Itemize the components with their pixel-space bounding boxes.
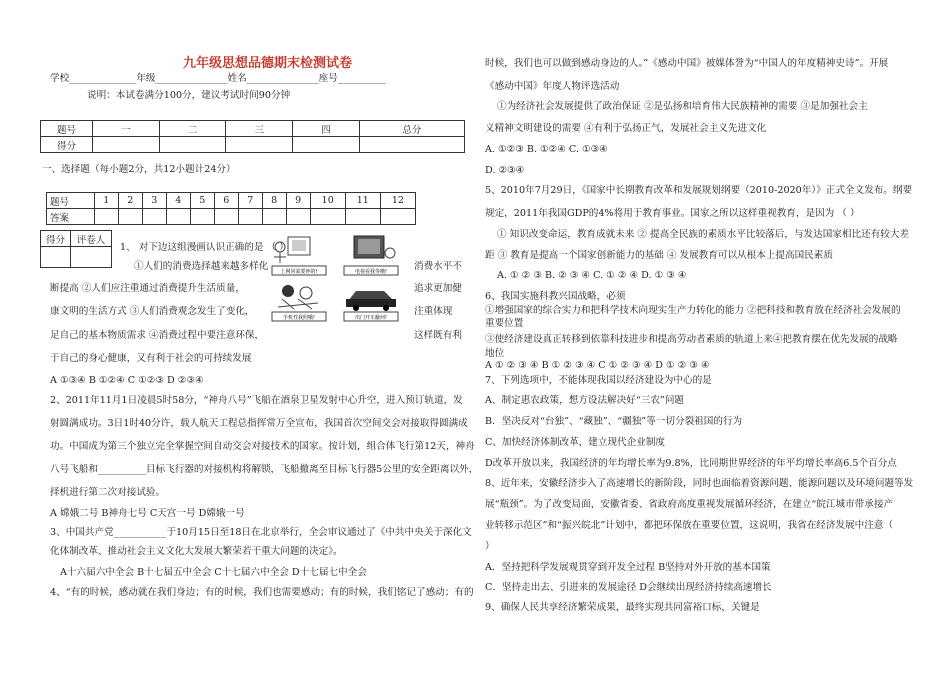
cartoon-panel-2 — [340, 233, 402, 277]
answer-number: 7 — [238, 193, 262, 209]
score-table-header-row — [41, 121, 465, 137]
answer-number: 11 — [345, 193, 380, 209]
grader-name-label: 评卷人 — [71, 231, 112, 247]
q2-stem: 射圆满成功。3日1时40分许，载人航天工程总指挥常万全宣布，我国首次空间交会对接取得圆满成 — [50, 418, 468, 429]
q6-statement: 地位 — [485, 348, 505, 359]
q2-stem: 择机进行第二次对接试验。 — [50, 487, 166, 498]
cartoon-caption: 出门开车蔽何! — [354, 315, 388, 321]
q1-statement: 消费水平不 — [414, 261, 462, 272]
answer-table — [46, 192, 416, 225]
grader-row — [41, 247, 112, 268]
q1-statement: 断提高 ②人们应注重通过消费提升生活质量， — [50, 283, 245, 294]
q3-stem: 3、中国共产党___________于10月15日至18日在北京举行，全会审议通过了《中共中央关于深化文 — [50, 527, 472, 538]
student-info-line: 学校______________年级_______________姓名_______________座号__________ — [50, 73, 386, 84]
answer-number: 9 — [286, 193, 310, 209]
answer-cell[interactable] — [262, 209, 286, 225]
section-title: 一、选择题（每小题2分，共12小题计24分） — [42, 164, 236, 175]
q4-statement: 义精神文明建设的需要 ④有利于弘扬正气，发展社会主义先进文化 — [485, 123, 767, 134]
q7-option: C、加快经济体制改革，建立现代企业制度 — [485, 437, 666, 448]
q8-options: C．坚持走出去、引进来的发展途径 D会继续出现经济持续高速增长 — [485, 582, 772, 593]
cartoon-drawing-icon — [268, 279, 330, 323]
q5-stem: 5、2010年7月29日，《国家中长期教育改革和发展规划纲要（2010-2020年）》正式全文发布。纲要 — [485, 185, 913, 196]
q1-options: A ①③④ B ①②④ C ①②③ D ②③④ — [50, 375, 204, 386]
answer-cell[interactable] — [310, 209, 345, 225]
score-cell[interactable] — [93, 137, 160, 153]
q7-stem: 7、下列选项中，不能体现我国以经济建设为中心的是 — [485, 375, 712, 386]
q1-statement: 追求更加健 — [414, 283, 462, 294]
answer-cell[interactable] — [214, 209, 238, 225]
answer-number: 10 — [310, 193, 345, 209]
answer-cell[interactable] — [286, 209, 310, 225]
score-header-cell: 一 — [93, 121, 160, 137]
page-title: 九年级思想品德期末检测试卷 — [183, 56, 353, 71]
answer-number: 8 — [262, 193, 286, 209]
answer-cell[interactable] — [190, 209, 214, 225]
q1-statement: 这样既有利 — [414, 330, 462, 341]
q1-statement: 于自己的身心健康，又有利于社会的可持续发展 — [50, 353, 252, 364]
q8-stem: 8、近年来，安徽经济步入了高速增长的新阶段，同时也面临着资源问题、能源问题以及环境问题等发 — [485, 478, 914, 489]
q6-options: A ① ② ③ ④ B ① ② ③ ④ C ① ② ③ ④ D ① ② ③ ④ — [485, 360, 710, 371]
q3-stem: 化体制改革、推动社会主义文化大发展大繁荣若干重大问题的决定》。 — [50, 546, 343, 557]
q2-options: A 嫦娥二号 B神舟七号 C天宫一号 D嫦娥一号 — [50, 508, 245, 519]
score-header-cell: 三 — [226, 121, 293, 137]
q7-option: A、制定惠农政策，想方设法解决好“三农”问题 — [485, 395, 685, 406]
answer-row — [47, 209, 416, 225]
q4-options: D. ②③④ — [485, 165, 525, 176]
answer-cell[interactable] — [345, 209, 380, 225]
score-cell[interactable] — [226, 137, 293, 153]
q4-statement: ①为经济社会发展提供了政治保证 ②是弘扬和培育伟大民族精神的需要 ③是加强社会主 — [497, 101, 868, 112]
cartoon-caption: 电视看我等哦! — [354, 269, 388, 275]
q4-stem: 《感动中国》年度人物评选活动 — [485, 81, 620, 92]
answer-number-label: 题号 — [47, 193, 95, 209]
grader-score-cell[interactable] — [41, 247, 71, 268]
q4-stem: 时候，我们也可以做到感动身边的人。”《感动中国》被媒体誉为“中国人的年度精神史诗”。开展 — [485, 58, 889, 69]
q5-statement: 距 ③ 教育是提高一个国家创新能力的基础 ④ 发展教育可以从根本上提高国民素质 — [485, 250, 833, 261]
cartoon-drawing-icon — [340, 233, 402, 277]
q1-stem: 1、 对下边这组漫画认识正确的是 （ ） — [120, 242, 289, 253]
q7-option: B．坚决反对“台独”、“藏独”、“疆独”等一切分裂祖国的行为 — [485, 416, 743, 427]
q7-option: D改革开放以来，我国经济的年均增长率为9.8%，比同期世界经济的年平均增长率高6.5个百分点 — [485, 458, 897, 469]
answer-number: 12 — [380, 193, 415, 209]
score-cell[interactable] — [159, 137, 226, 153]
cartoon-drawing-icon — [340, 279, 402, 323]
score-header-cell: 二 — [159, 121, 226, 137]
q6-statement: ①增强国家的综合实力和把科学技术向现实生产力转化的能力 ②把科技和教育放在经济社会发展的 — [485, 305, 901, 316]
q6-statement: ③使经济建设真正转移到依靠科技进步和提高劳动者素质的轨道上来④把教育摆在优先发展的战略 — [485, 334, 898, 345]
q2-stem: 2、2011年11月1日凌晨5时58分，“神舟八号”飞船在酒泉卫星发射中心升空，进入预订轨道，发 — [50, 395, 463, 406]
cartoon-caption: 上网同需要钟的! — [280, 269, 318, 275]
cartoon-panel-3 — [268, 279, 330, 323]
q1-statement: 康文明的生活方式 ③人们消费观念发生了变化， — [50, 306, 255, 317]
instructions: 说明：本试卷满分100分，建议考试时间90分钟 — [87, 90, 291, 101]
cartoon-caption: 手机性我照哦! — [282, 315, 316, 321]
score-table-row — [41, 137, 465, 153]
answer-cell[interactable] — [166, 209, 190, 225]
q6-stem: 6、我国实施科教兴国战略，必须 — [485, 291, 626, 302]
answer-number-row — [47, 193, 416, 209]
q9-stem: 9、确保人民共享经济繁荣成果，最终实现共同富裕口标，关键是 — [485, 602, 760, 613]
q5-stem: 规定，2011年我国GDP的4%将用于教育事业。国家之所以这样重视教育，是因为 （ ） — [485, 208, 860, 219]
score-row-label: 得分 — [41, 137, 93, 153]
q8-stem: 展“瓶颈”。为了改变局面，安徽省委、省政府高度重视发展循环经济，在建立“皖江城市带承接产 — [485, 499, 894, 510]
answer-cell[interactable] — [118, 209, 142, 225]
answer-cell[interactable] — [238, 209, 262, 225]
score-cell[interactable] — [293, 137, 360, 153]
q2-stem: 功。中国成为第三个独立完全掌握空间自动交会对接技术的国家。按计划，组合体飞行第12天，神舟 — [50, 441, 475, 452]
q8-stem: ） — [485, 541, 495, 552]
q5-statement: ① 知识改变命运，教育成就未来 ② 提高全民族的素质水平比较落后，与发达国家相比还有较大差 — [497, 229, 910, 240]
answer-cell[interactable] — [380, 209, 415, 225]
score-cell[interactable] — [359, 137, 464, 153]
q8-stem: 业转移示范区”和“振兴皖北”计划中，都把环保放在重要位置，这说明，我省在经济发展中注意（ — [485, 520, 894, 531]
grader-box — [40, 230, 112, 268]
answer-number: 4 — [166, 193, 190, 209]
answer-number: 6 — [214, 193, 238, 209]
answer-cell[interactable] — [94, 209, 118, 225]
answer-cell[interactable] — [142, 209, 166, 225]
q2-stem: 八号飞船和__________目标飞行器的对接机构将解锁，飞船撤离至目标飞行器5公里的安全距离以外， — [50, 464, 479, 475]
answer-number: 2 — [118, 193, 142, 209]
q1-statement: 注重体现 — [414, 306, 453, 317]
q1-statement: 足自己的基本物质需求 ④消费过程中要注意环保， — [50, 330, 265, 341]
score-header-cell: 总分 — [359, 121, 464, 137]
cartoon-drawing-icon — [268, 233, 330, 277]
grader-header-row — [41, 231, 112, 247]
grader-score-label: 得分 — [41, 231, 71, 247]
q4-stem: 4、“有的时候，感动就在我们身边；有的时候，我们也需要感动；有的时候，我们铭记了感动；有的 — [50, 587, 474, 598]
grader-name-cell[interactable] — [71, 247, 112, 268]
answer-number: 1 — [94, 193, 118, 209]
q5-options: A. ① ② ③ B. ② ③ ④ C. ① ② ④ D. ① ③ ④ — [497, 270, 687, 281]
q6-statement: 重要位置 — [485, 318, 524, 329]
q1-statement: ①人们的消费选择越来越多样化 — [134, 261, 269, 272]
score-table — [40, 120, 465, 153]
cartoon-panel-1 — [268, 233, 330, 277]
score-header-cell: 题号 — [41, 121, 93, 137]
answer-number: 3 — [142, 193, 166, 209]
score-header-cell: 四 — [293, 121, 360, 137]
cartoon-panel-4 — [340, 279, 402, 323]
answer-number: 5 — [190, 193, 214, 209]
q3-options: A十六届六中全会 B十七届五中全会 C十七届六中全会 D十七届七中全会 — [60, 567, 367, 578]
q4-options: A. ①②③ B. ①②④ C. ①③④ — [485, 144, 608, 155]
answer-label: 答案 — [47, 209, 95, 225]
q8-options: A．坚持把科学发展观贯穿到开发全过程 B坚持对外开放的基本国策 — [485, 562, 771, 573]
